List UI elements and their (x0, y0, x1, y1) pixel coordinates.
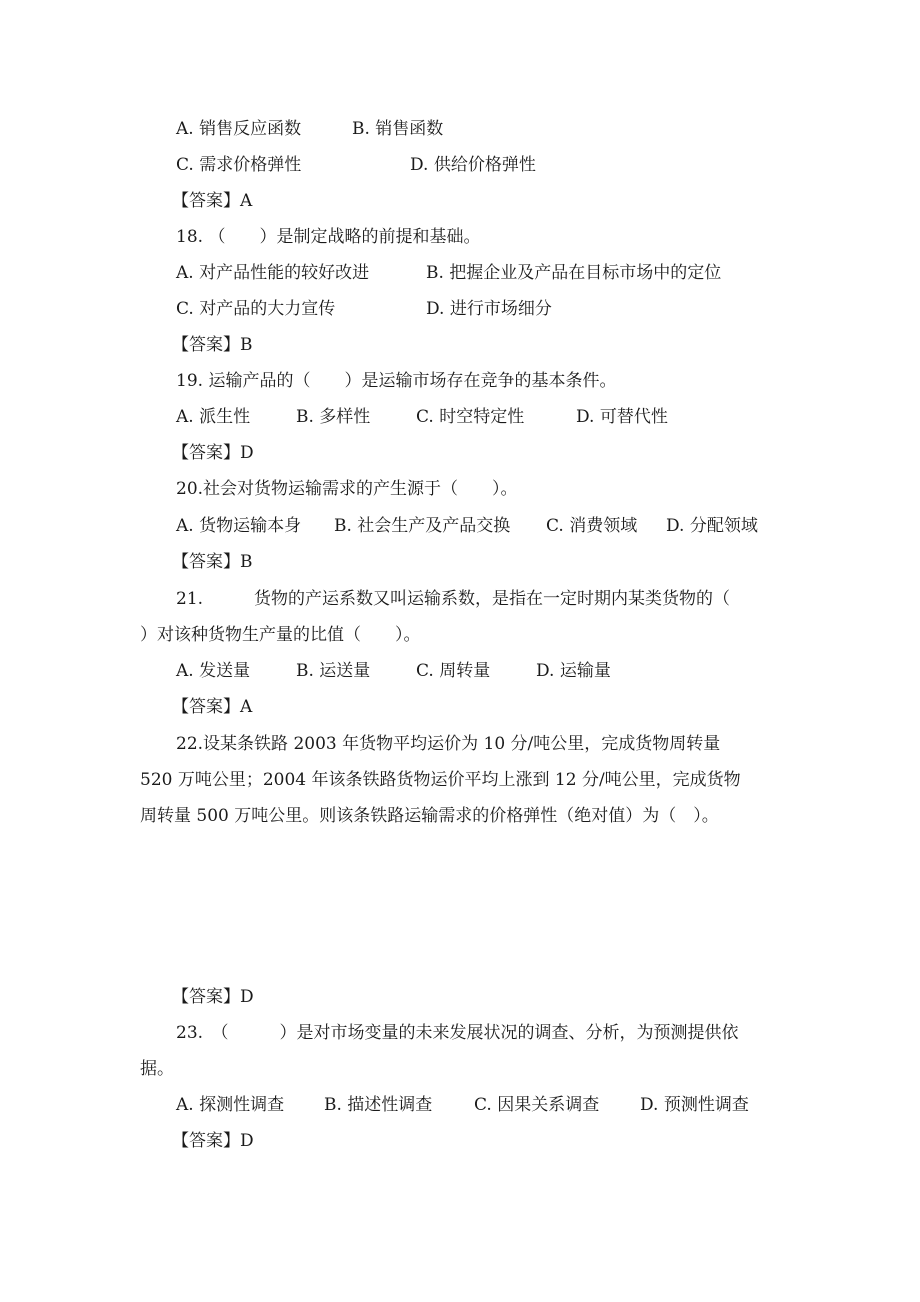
q20-option-d: D. 分配领域 (666, 516, 758, 536)
q23-stem-line1: 23. （ ）是对市场变量的未来发展状况的调查、分析，为预测提供依 (176, 1023, 739, 1043)
q20-option-a: A. 货物运输本身 (176, 516, 302, 536)
q21-option-a: A. 发送量 (176, 661, 251, 681)
q20-answer: 【答案】B (172, 552, 253, 572)
q17-option-b: B. 销售函数 (352, 119, 444, 139)
q23-option-a: A. 探测性调查 (176, 1095, 285, 1115)
q23-option-d: D. 预测性调查 (640, 1095, 749, 1115)
q21-answer: 【答案】A (172, 697, 253, 717)
q21-option-c: C. 周转量 (416, 661, 491, 681)
q17-answer: 【答案】A (172, 191, 253, 211)
q19-option-b: B. 多样性 (296, 407, 371, 427)
q17-option-a: A. 销售反应函数 (176, 119, 302, 139)
q23-option-b: B. 描述性调查 (324, 1095, 433, 1115)
q23-stem-line2: 据。 (140, 1059, 174, 1079)
q22-stem-line3: 周转量 500 万吨公里。则该条铁路运输需求的价格弹性（绝对值）为（ ）。 (140, 806, 719, 826)
q20-option-c: C. 消费领域 (546, 516, 638, 536)
q17-option-d: D. 供给价格弹性 (410, 155, 536, 175)
q19-stem: 19. 运输产品的（ ）是运输市场存在竞争的基本条件。 (176, 371, 617, 391)
q21-stem-line1: 21. 货物的产运系数又叫运输系数，是指在一定时期内某类货物的（ (176, 589, 731, 609)
q23-option-c: C. 因果关系调查 (474, 1095, 600, 1115)
q18-option-d: D. 进行市场细分 (426, 299, 552, 319)
q18-option-c: C. 对产品的大力宣传 (176, 299, 336, 319)
q21-option-d: D. 运输量 (536, 661, 611, 681)
q22-answer: 【答案】D (172, 987, 254, 1007)
q20-stem: 20.社会对货物运输需求的产生源于（ ）。 (176, 479, 518, 499)
q18-stem: 18. （ ）是制定战略的前提和基础。 (176, 227, 481, 247)
q21-stem-line2: ）对该种货物生产量的比值（ ）。 (140, 625, 421, 645)
q18-answer: 【答案】B (172, 335, 253, 355)
q19-option-d: D. 可替代性 (576, 407, 668, 427)
q22-stem-line1: 22.设某条铁路 2003 年货物平均运价为 10 分/吨公里，完成货物周转量 (176, 734, 721, 754)
q22-stem-line2: 520 万吨公里；2004 年该条铁路货物运价平均上涨到 12 分/吨公里，完成货物 (140, 770, 741, 790)
q19-answer: 【答案】D (172, 443, 254, 463)
q17-option-c: C. 需求价格弹性 (176, 155, 302, 175)
q23-answer: 【答案】D (172, 1131, 254, 1151)
q19-option-a: A. 派生性 (176, 407, 251, 427)
q18-option-b: B. 把握企业及产品在目标市场中的定位 (426, 263, 722, 283)
q21-option-b: B. 运送量 (296, 661, 371, 681)
q20-option-b: B. 社会生产及产品交换 (334, 516, 511, 536)
q19-option-c: C. 时空特定性 (416, 407, 525, 427)
q18-option-a: A. 对产品性能的较好改进 (176, 263, 370, 283)
